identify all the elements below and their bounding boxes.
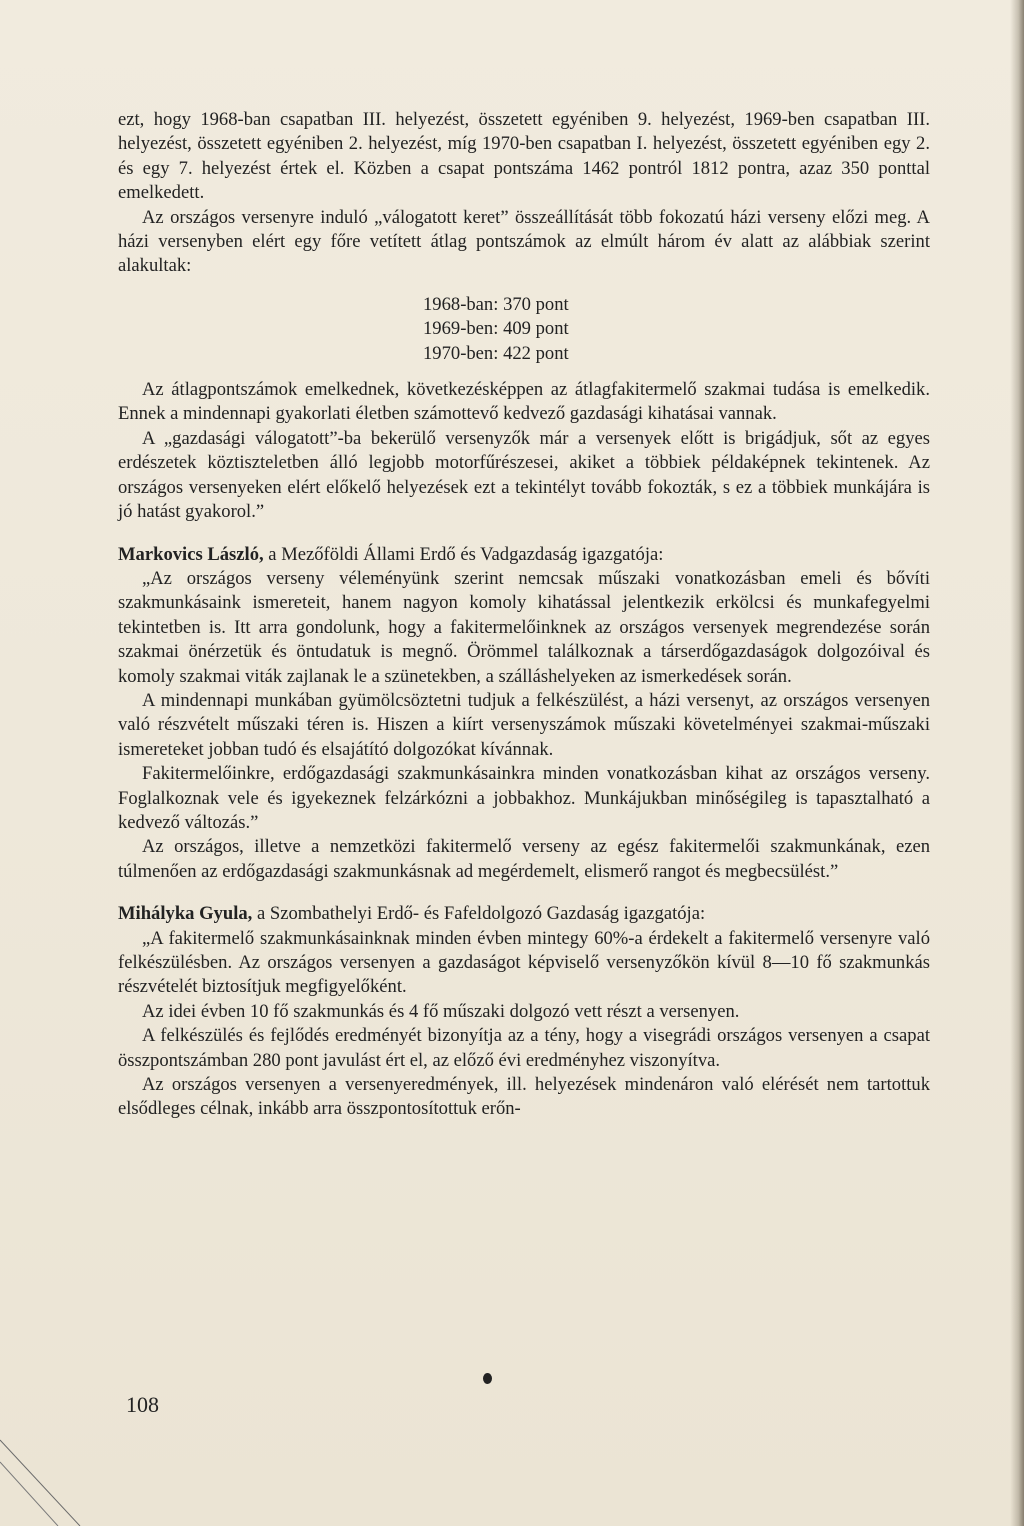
year-label: 1968-ban:: [423, 293, 499, 315]
year-label: 1969-ben:: [423, 318, 499, 340]
paragraph: Az idei évben 10 fő szakmunkás és 4 fő műszaki dolgozó vett részt a versenyen.: [142, 1000, 740, 1022]
speaker-name: Markovics László,: [118, 543, 264, 565]
points-row: [423, 293, 930, 317]
paragraph: Az átlagpontszámok emelkednek, következésképpen az átlagfakitermelő szakmai tudása is emelkedik. Ennek a mindennapi gyakorlati életben számottevő kedvező gazdasági kihatásai vannak.: [118, 379, 930, 425]
paragraph: Az országos versenyre induló „válogatott keret” összeállítását több fokozatú házi verseny előzi meg. A házi versenyben elért egy főre vetített átlag pontszámok az elmúlt három év alatt az alábbiak szerint alakultak:: [118, 206, 930, 277]
paragraph: ezt, hogy 1968-ban csapatban III. helyezést, összetett egyéniben 9. helyezést, 1969-ben csapatban III. helyezést, összetett egyéniben 2. helyezést, míg 1970-ben csapatban I. helyezést, összetett egyéniben egy 2. és egy 7. helyezést értek el. Közben a csapat pontszáma 1462 pontról 1812 pontra, azaz 350 ponttal emelkedett.: [118, 109, 930, 204]
points-table: [118, 293, 930, 366]
points-row: [423, 342, 930, 366]
corner-crease-lines: [0, 1420, 90, 1526]
paragraph: Az országos, illetve a nemzetközi fakitermelő verseny az egész fakitermelői szakmunkának, ezen túlmenően az erdőgazdasági szakmunkásnak ad megérdemelt, elismerő rangot és megbecsülést.”: [118, 836, 930, 882]
paragraph: A felkészülés és fejlődés eredményét bizonyítja az a tény, hogy a visegrádi országos versenyen a csapat összpontszámban 280 pont javulást ért el, az előző évi eredményhez viszonyítva.: [118, 1025, 930, 1071]
year-label: 1970-ben:: [423, 342, 499, 364]
points-row: [423, 317, 930, 341]
page-number: 108: [126, 1392, 159, 1417]
speaker-name: Mihályka Gyula,: [118, 903, 253, 925]
paragraph: A „gazdasági válogatott”-ba bekerülő versenyzők már a versenyek előtt is brigádjuk, sőt az egyes erdészetek köztiszteletben álló legjobb motorfűrészesei, akiket a többiek példaképnek tekintenek. Az országos versenyeken elért előkelő helyezések ezt a tekintélyt tovább fokozták, s ez a többiek munkájára is jó hatást gyakorol.”: [118, 427, 930, 523]
paragraph: „Az országos verseny véleményünk szerint nemcsak műszaki vonatkozásban emeli és bővíti szakmunkásaink ismereteit, hanem nagyon komoly kihatással jelentkezik erkölcsi és munkafegyelmi tekintetben is. Itt arra gondolunk, hogy a fakitermelőinknek az országos versenyek megrendezése során szakmai önérzetük és öntudatuk is megnő. Örömmel találkoznak a társerdőgazdaságok dolgozóival és komoly szakmai viták zajlanak le a szünetekben, a szálláshelyeken az ismerkedések során.: [118, 567, 930, 687]
speaker-heading: [118, 902, 930, 926]
paragraph: Fakitermelőinkre, erdőgazdasági szakmunkásainkra minden vonatkozásban kihat az országos verseny. Foglalkoznak vele és igyekeznek felzárkózni a jobbakhoz. Munkájukban minőségileg is tapasztalható a kedvező változás.”: [118, 763, 930, 833]
spacer: [118, 525, 930, 543]
speaker-title: a Szombathelyi Erdő- és Fafeldolgozó Gazdaság igazgatója:: [252, 903, 706, 925]
paragraph: „A fakitermelő szakmunkásainknak minden évben mintegy 60%-a érdekelt a fakitermelő versenyre való felkészülésben. Az országos versenyen a gazdaságot képviselő versenyzőkön kívül 8—10 fő szakmunkás részvételét biztosítjuk megfigyelőként.: [118, 927, 930, 998]
page-edge-shadow: [1010, 0, 1024, 1526]
points-value: 422 pont: [503, 342, 569, 364]
speaker-heading: [118, 543, 930, 567]
page-body: [118, 108, 930, 1122]
spacer: [118, 884, 930, 902]
paragraph: A mindennapi munkában gyümölcsöztetni tudjuk a felkészülést, a házi versenyt, az országos versenyen való részvételt műszaki téren is. Hiszen a kiírt versenyszámok műszaki követelményei szakmai-műszaki ismereteket jobban tudó és elsajátító dolgozókat kívánnak.: [118, 689, 930, 760]
paragraph: Az országos versenyen a versenyeredmények, ill. helyezések mindenáron való elérését nem tartottuk elsődleges célnak, inkább arra összpontosítottuk erőn-: [118, 1074, 930, 1120]
speaker-title: a Mezőföldi Állami Erdő és Vadgazdaság igazgatója:: [263, 543, 664, 565]
ink-dot: [483, 1373, 492, 1384]
points-value: 409 pont: [503, 318, 569, 340]
points-value: 370 pont: [503, 293, 569, 315]
